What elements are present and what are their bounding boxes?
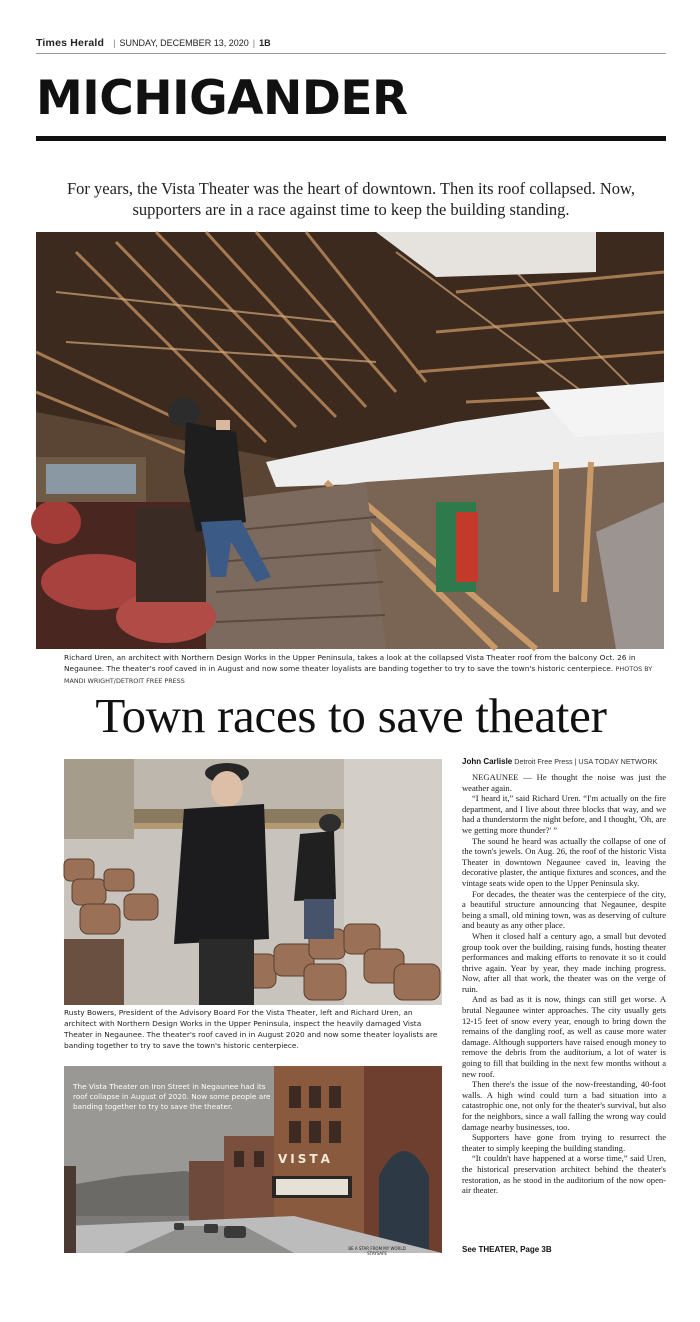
street-photo-caption: The Vista Theater on Iron Street in Negaunee had its roof collapse in August of 2020. Now some people are banding together to try to save the theater. — [73, 1082, 271, 1111]
story-paragraph: “I heard it,” said Richard Uren. “I'm actually on the fire department, and I live about three blocks that way, and we had a thunderstorm the night before, and I thought, 'Oh, are we getting more thunder?' ” — [462, 793, 666, 835]
interior-photo-caption: Rusty Bowers, President of the Advisory Board For the Vista Theater, left and Richard Uren, an architect with Northern Design Works in the Upper Peninsula, inspect the heavily damaged Vista Theater in Negaunee. The theater's roof caved in in August 2020 and now some theater loyalists are banding together to try to save the town's historic centerpiece. — [64, 1008, 438, 1050]
masthead-separator: | — [252, 38, 256, 48]
author-name: John Carlisle — [462, 757, 513, 766]
story-paragraph: For decades, the theater was the centerpiece of the city, a beautiful structure announcing that Negaunee, despite being a small, old mining town, was as deserving of culture and beauty as any other place. — [462, 888, 666, 931]
author-affiliation: Detroit Free Press | USA TODAY NETWORK — [514, 757, 658, 766]
issue-date: SUNDAY, DECEMBER 13, 2020 — [119, 38, 249, 48]
byline — [462, 757, 666, 766]
masthead — [36, 33, 666, 53]
main-photo — [36, 232, 664, 649]
marquee-text: BE A STAR FROM MY WORLD STAYSAFE — [348, 1246, 406, 1256]
marquee-letter: A — [320, 1152, 330, 1166]
story-paragraph: NEGAUNEE — He thought the noise was just the weather again. — [462, 772, 666, 793]
story-paragraph: The sound he heard was actually the collapse of one of the town's jewels. On Aug. 26, the roof of the historic Vista Theater in downtown Negaunee caved in, leaving the decorative plaster, the antique fixtures and sconces, and the vintage seats wide open to the Upper Peninsula sky. — [462, 835, 666, 888]
story-paragraph: And as bad as it is now, things can still get worse. A brutal Negaunee winter approaches. The city usually gets 12-15 feet of snow every year, enough to bring down the remains of the dangling roof, as well as cause more water damage. Although supporters have raised enough money to remove the debris from the auditorium, a lot of water is going to fill that building in the next few months without a new roof. — [462, 994, 666, 1079]
masthead-rule — [36, 53, 666, 54]
story-paragraph: Then there's the issue of the now-freestanding, 40-foot walls. A high wind could turn a bad situation into a catastrophic one, not only for the theater's survival, but also for the neighbors, since a wall falling the wrong way could damage nearby businesses, too. — [462, 1079, 666, 1132]
marquee-letter: V — [278, 1152, 288, 1166]
marquee-letters — [278, 1152, 358, 1166]
page-number: 1B — [259, 38, 271, 48]
marquee-letter: T — [309, 1152, 318, 1166]
continuation-link[interactable]: See THEATER, Page 3B — [462, 1245, 552, 1254]
marquee-letter: I — [290, 1152, 295, 1166]
story-paragraph: “It couldn't have happened at a worse time,” said Uren, the historical preservation architect behind the theater's restoration, as he stood in the auditorium of the now open-air theater. — [462, 1153, 666, 1196]
section-rule — [36, 136, 666, 141]
headline: Town races to save theater — [95, 688, 607, 743]
story-paragraph: Supporters have gone from trying to resurrect the theater to simply keeping the building standing. — [462, 1132, 666, 1153]
section-title: MICHIGANDER — [36, 71, 408, 126]
main-photo-caption — [64, 652, 664, 687]
story-paragraph: When it closed half a century ago, a small but devoted group took over the building, raising funds, hosting theater performances and making efforts to renovate it so it could thrive again. Year by year, they made inching progress. Now, after all that work, the theater was on the verge of ruin. — [462, 930, 666, 994]
newspaper-name: Times Herald — [36, 37, 105, 49]
main-photo-caption-text: Richard Uren, an architect with Northern Design Works in the Upper Peninsula, takes a look at the collapsed Vista Theater roof from the balcony Oct. 26 in Negaunee. The theater's roof caved in in August and now some theater loyalists are banding together to try to save the town's historic centerpiece. — [64, 653, 636, 673]
marquee-letter: S — [297, 1152, 307, 1166]
story-body — [462, 772, 666, 1196]
interior-photo — [64, 759, 442, 1005]
story-deck: For years, the Vista Theater was the heart of downtown. Then its roof collapsed. Now, supporters are in a race against time to keep the building standing. — [67, 179, 635, 219]
masthead-separator: | — [113, 38, 116, 48]
photo-credit: PHOTOS BY MANDI WRIGHT/DETROIT FREE PRESS — [64, 665, 653, 685]
